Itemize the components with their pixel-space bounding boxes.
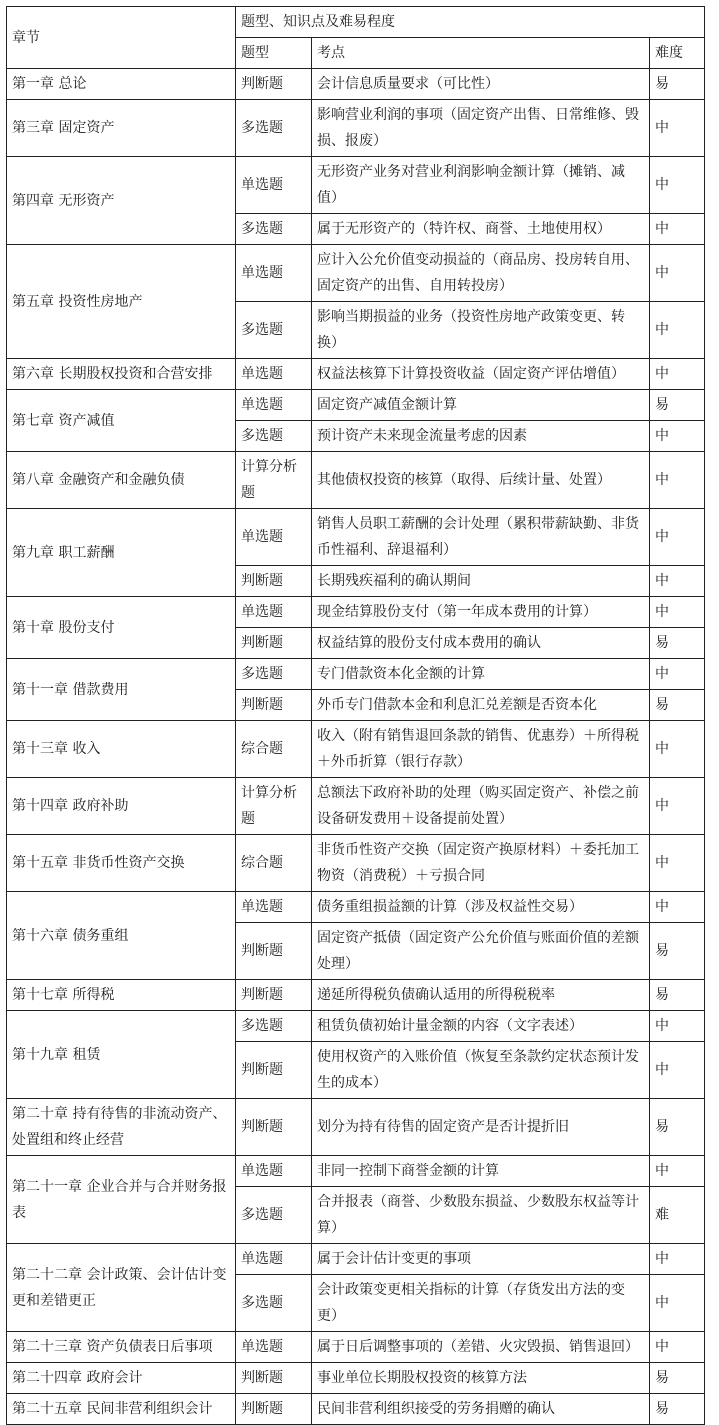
chapter-cell: 第六章 长期股权投资和合营安排 xyxy=(7,359,236,390)
exam-point-cell: 使用权资产的入账价值（恢复至条款约定状态预计发生的成本） xyxy=(312,1042,650,1099)
question-type-cell: 判断题 xyxy=(236,566,312,597)
difficulty-cell: 易 xyxy=(650,1099,705,1156)
question-type-cell: 单选题 xyxy=(236,509,312,566)
table-row xyxy=(7,1363,705,1394)
exam-point-cell: 长期残疾福利的确认期间 xyxy=(312,566,650,597)
chapter-cell: 第五章 投资性房地产 xyxy=(7,245,236,359)
exam-point-cell: 收入（附有销售退回条款的销售、优惠券）＋所得税＋外币折算（银行存款） xyxy=(312,721,650,778)
exam-point-cell: 专门借款资本化金额的计算 xyxy=(312,659,650,690)
table-row xyxy=(7,1394,705,1425)
exam-point-cell: 无形资产业务对营业利润影响金额计算（摊销、减值） xyxy=(312,157,650,214)
exam-point-cell: 影响营业利润的事项（固定资产出售、日常维修、毁损、报废） xyxy=(312,100,650,157)
exam-point-cell: 事业单位长期股权投资的核算方法 xyxy=(312,1363,650,1394)
difficulty-cell: 中 xyxy=(650,1011,705,1042)
table-row xyxy=(7,892,705,923)
question-type-cell: 单选题 xyxy=(236,390,312,421)
question-type-cell: 多选题 xyxy=(236,659,312,690)
difficulty-cell: 中 xyxy=(650,566,705,597)
difficulty-cell: 中 xyxy=(650,214,705,245)
table-row xyxy=(7,157,705,214)
difficulty-cell: 中 xyxy=(650,659,705,690)
chapter-cell: 第二十章 持有待售的非流动资产、处置组和终止经营 xyxy=(7,1099,236,1156)
exam-point-cell: 合并报表（商誉、少数股东损益、少数股东权益等计算） xyxy=(312,1187,650,1244)
table-row xyxy=(7,597,705,628)
table-row xyxy=(7,390,705,421)
question-type-cell: 判断题 xyxy=(236,1042,312,1099)
question-type-cell: 单选题 xyxy=(236,597,312,628)
chapter-cell: 第七章 资产减值 xyxy=(7,390,236,452)
chapter-cell: 第三章 固定资产 xyxy=(7,100,236,157)
exam-point-cell: 外币专门借款本金和利息汇兑差额是否资本化 xyxy=(312,690,650,721)
difficulty-cell: 易 xyxy=(650,1394,705,1425)
difficulty-cell: 中 xyxy=(650,1042,705,1099)
question-type-cell: 综合题 xyxy=(236,721,312,778)
question-type-cell: 判断题 xyxy=(236,690,312,721)
exam-point-cell: 总额法下政府补助的处理（购买固定资产、补偿之前设备研发费用＋设备提前处置） xyxy=(312,778,650,835)
chapter-cell: 第九章 职工薪酬 xyxy=(7,509,236,597)
difficulty-cell: 中 xyxy=(650,359,705,390)
table-row xyxy=(7,359,705,390)
table-row xyxy=(7,721,705,778)
exam-point-cell: 递延所得税负债确认适用的所得税税率 xyxy=(312,980,650,1011)
exam-point-cell: 属于会计估计变更的事项 xyxy=(312,1244,650,1275)
chapter-cell: 第十一章 借款费用 xyxy=(7,659,236,721)
question-type-cell: 单选题 xyxy=(236,1156,312,1187)
table-row xyxy=(7,245,705,302)
chapter-cell: 第二十一章 企业合并与合并财务报表 xyxy=(7,1156,236,1244)
difficulty-cell: 中 xyxy=(650,1332,705,1363)
question-type-cell: 单选题 xyxy=(236,1332,312,1363)
question-type-cell: 判断题 xyxy=(236,1363,312,1394)
difficulty-cell: 中 xyxy=(650,835,705,892)
exam-point-cell: 民间非营利组织接受的劳务捐赠的确认 xyxy=(312,1394,650,1425)
exam-point-cell: 属于日后调整事项的（差错、火灾毁损、销售退回） xyxy=(312,1332,650,1363)
difficulty-cell: 中 xyxy=(650,721,705,778)
exam-point-cell: 属于无形资产的（特许权、商誉、土地使用权） xyxy=(312,214,650,245)
header-group: 题型、知识点及难易程度 xyxy=(236,7,705,38)
table-row xyxy=(7,1156,705,1187)
table-row xyxy=(7,778,705,835)
table-row xyxy=(7,100,705,157)
table-row xyxy=(7,1332,705,1363)
question-type-cell: 判断题 xyxy=(236,69,312,100)
exam-point-cell: 销售人员职工薪酬的会计处理（累积带薪缺勤、非货币性福利、辞退福利） xyxy=(312,509,650,566)
exam-point-cell: 权益法核算下计算投资收益（固定资产评估增值） xyxy=(312,359,650,390)
exam-point-cell: 权益结算的股份支付成本费用的确认 xyxy=(312,628,650,659)
exam-point-cell: 债务重组损益额的计算（涉及权益性交易） xyxy=(312,892,650,923)
question-type-cell: 计算分析题 xyxy=(236,778,312,835)
chapter-cell: 第二十四章 政府会计 xyxy=(7,1363,236,1394)
exam-point-cell: 会计政策变更相关指标的计算（存货发出方法的变更） xyxy=(312,1275,650,1332)
difficulty-cell: 易 xyxy=(650,923,705,980)
question-type-cell: 判断题 xyxy=(236,628,312,659)
chapter-cell: 第十章 股份支付 xyxy=(7,597,236,659)
difficulty-cell: 中 xyxy=(650,1244,705,1275)
chapter-cell: 第一章 总论 xyxy=(7,69,236,100)
difficulty-cell: 中 xyxy=(650,245,705,302)
difficulty-cell: 易 xyxy=(650,390,705,421)
exam-point-cell: 预计资产未来现金流量考虑的因素 xyxy=(312,421,650,452)
difficulty-cell: 中 xyxy=(650,302,705,359)
chapter-cell: 第四章 无形资产 xyxy=(7,157,236,245)
question-type-cell: 多选题 xyxy=(236,1275,312,1332)
difficulty-cell: 难 xyxy=(650,1187,705,1244)
difficulty-cell: 中 xyxy=(650,892,705,923)
header-row-top xyxy=(7,7,705,38)
question-type-cell: 计算分析题 xyxy=(236,452,312,509)
difficulty-cell: 中 xyxy=(650,778,705,835)
question-type-cell: 单选题 xyxy=(236,157,312,214)
question-type-cell: 判断题 xyxy=(236,1394,312,1425)
header-chapter: 章节 xyxy=(7,7,236,69)
chapter-cell: 第十四章 政府补助 xyxy=(7,778,236,835)
table-row xyxy=(7,509,705,566)
exam-point-cell: 租赁负债初始计量金额的内容（文字表述） xyxy=(312,1011,650,1042)
difficulty-cell: 中 xyxy=(650,452,705,509)
exam-point-cell: 非同一控制下商誉金额的计算 xyxy=(312,1156,650,1187)
question-type-cell: 多选题 xyxy=(236,1011,312,1042)
exam-point-cell: 影响当期损益的业务（投资性房地产政策变更、转换） xyxy=(312,302,650,359)
question-type-cell: 判断题 xyxy=(236,1099,312,1156)
chapter-cell: 第二十二章 会计政策、会计估计变更和差错更正 xyxy=(7,1244,236,1332)
question-type-cell: 多选题 xyxy=(236,1187,312,1244)
difficulty-cell: 中 xyxy=(650,597,705,628)
header-type: 题型 xyxy=(236,38,312,69)
difficulty-cell: 中 xyxy=(650,1275,705,1332)
chapter-cell: 第二十三章 资产负债表日后事项 xyxy=(7,1332,236,1363)
exam-point-cell: 固定资产抵债（固定资产公允价值与账面价值的差额处理） xyxy=(312,923,650,980)
exam-point-cell: 现金结算股份支付（第一年成本费用的计算） xyxy=(312,597,650,628)
question-type-cell: 单选题 xyxy=(236,1244,312,1275)
difficulty-cell: 中 xyxy=(650,1156,705,1187)
question-type-cell: 单选题 xyxy=(236,359,312,390)
table-row xyxy=(7,452,705,509)
table-row xyxy=(7,835,705,892)
chapter-cell: 第八章 金融资产和金融负债 xyxy=(7,452,236,509)
exam-point-cell: 固定资产减值金额计算 xyxy=(312,390,650,421)
question-type-cell: 判断题 xyxy=(236,923,312,980)
table-row xyxy=(7,1244,705,1275)
table-row xyxy=(7,659,705,690)
exam-point-cell: 划分为持有待售的固定资产是否计提折旧 xyxy=(312,1099,650,1156)
question-type-cell: 多选题 xyxy=(236,214,312,245)
chapter-cell: 第十五章 非货币性资产交换 xyxy=(7,835,236,892)
header-point: 考点 xyxy=(312,38,650,69)
table-body xyxy=(7,69,705,1425)
exam-point-cell: 其他债权投资的核算（取得、后续计量、处置） xyxy=(312,452,650,509)
question-type-cell: 单选题 xyxy=(236,892,312,923)
chapter-cell: 第十三章 收入 xyxy=(7,721,236,778)
exam-point-cell: 非货币性资产交换（固定资产换原材料）＋委托加工物资（消费税）＋亏损合同 xyxy=(312,835,650,892)
difficulty-cell: 中 xyxy=(650,100,705,157)
table-row xyxy=(7,69,705,100)
chapter-cell: 第十九章 租赁 xyxy=(7,1011,236,1099)
exam-point-cell: 会计信息质量要求（可比性） xyxy=(312,69,650,100)
difficulty-cell: 中 xyxy=(650,421,705,452)
question-type-cell: 判断题 xyxy=(236,980,312,1011)
question-type-cell: 多选题 xyxy=(236,421,312,452)
difficulty-cell: 易 xyxy=(650,628,705,659)
difficulty-cell: 中 xyxy=(650,157,705,214)
chapter-cell: 第十六章 债务重组 xyxy=(7,892,236,980)
difficulty-cell: 易 xyxy=(650,690,705,721)
question-type-cell: 多选题 xyxy=(236,302,312,359)
table-row xyxy=(7,1099,705,1156)
question-type-cell: 综合题 xyxy=(236,835,312,892)
table-row xyxy=(7,1011,705,1042)
exam-topics-table xyxy=(6,6,705,1425)
difficulty-cell: 易 xyxy=(650,980,705,1011)
chapter-cell: 第十七章 所得税 xyxy=(7,980,236,1011)
chapter-cell: 第二十五章 民间非营利组织会计 xyxy=(7,1394,236,1425)
exam-point-cell: 应计入公允价值变动损益的（商品房、投房转自用、固定资产的出售、自用转投房） xyxy=(312,245,650,302)
table-row xyxy=(7,980,705,1011)
header-difficulty: 难度 xyxy=(650,38,705,69)
question-type-cell: 多选题 xyxy=(236,100,312,157)
difficulty-cell: 易 xyxy=(650,1363,705,1394)
question-type-cell: 单选题 xyxy=(236,245,312,302)
difficulty-cell: 中 xyxy=(650,509,705,566)
difficulty-cell: 易 xyxy=(650,69,705,100)
